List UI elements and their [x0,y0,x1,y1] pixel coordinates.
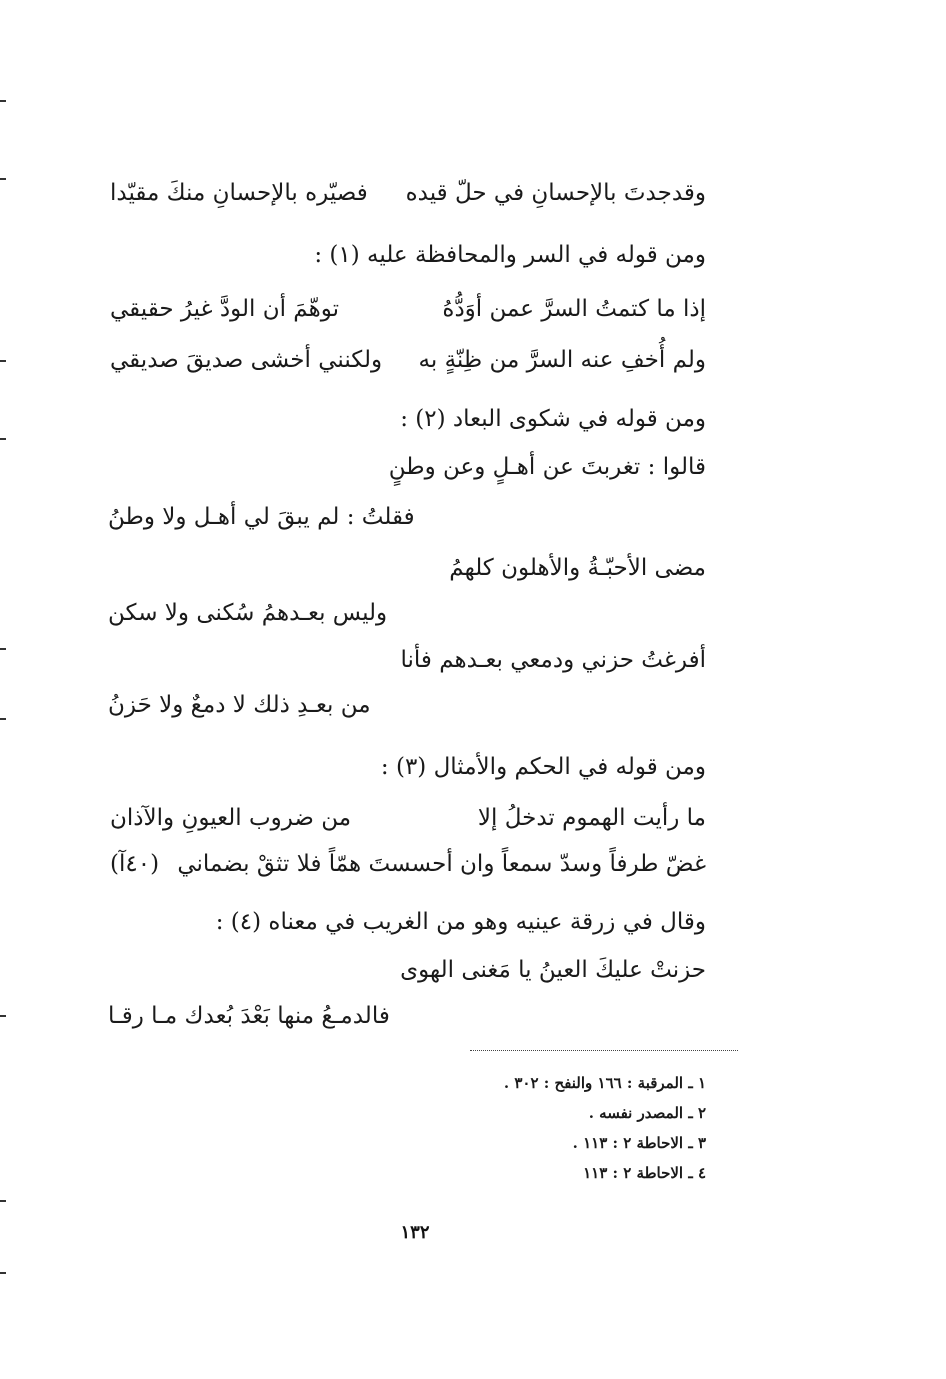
section-intro: وقال في زرقة عينيه وهو من الغريب في معناه (٤) : [215,909,706,935]
verse-line [110,345,706,375]
section-intro: ومن قوله في السر والمحافظة عليه (١) : [314,242,706,268]
verse-hemistich-first: ولم أُخفِ عنه السرَّ من ظِنّةٍ به [418,347,706,373]
folio-marker: (٤٠آ) [110,851,160,877]
verse-line: فالدمـعُ منها بَعْدَ بُعدك مـا رقـا [108,1003,390,1029]
footnote: ٣ ـ الاحاطة ٢ : ١١٣ . [572,1134,706,1152]
verse-hemistich-second: من ضروب العيونِ والآذان [110,805,352,831]
verse-hemistich-second: توهّمَ أن الودَّ غيرُ حقيقي [110,296,340,322]
verse-hemistich-first: إذا ما كتمتُ السرَّ عمن أوَدُّهُ [442,296,706,322]
verse-line: من بعـدِ ذلك لا دمعٌ ولا حَزنُ [108,692,371,718]
section-intro: ومن قوله في شكوى البعاد (٢) : [400,406,706,432]
scan-mark [0,1272,6,1274]
footnote: ٤ ـ الاحاطة ٢ : ١١٣ [583,1164,706,1182]
verse-line [110,849,706,879]
scan-mark [0,1200,6,1202]
verse-text: غضّ طرفاً وسدّ سمعاً وان أحسستَ همّاً فلا تثقْ بضماني [177,851,706,877]
footnote: ٢ ـ المصدر نفسه . [588,1104,706,1122]
verse-line: قالوا : تغربتَ عن أهـلٍ وعن وطنٍ [388,454,706,480]
verse-line [110,294,706,324]
verse-line [110,803,706,833]
verse-hemistich-second: فصيّره بالإحسانِ منكَ مقيّدا [110,180,368,206]
scan-mark [0,178,6,180]
verse-hemistich-first: وقدجدتَ بالإحسانِ في حلّ قيده [405,180,706,206]
scan-mark [0,438,6,440]
scan-mark [0,1015,6,1017]
verse-line: فقلتُ : لم يبقَ لي أهـل ولا وطنُ [108,504,415,530]
verse-line: وليس بعـدهمُ سُكنى ولا سكن [108,600,388,626]
scan-mark [0,718,6,720]
verse-hemistich-first: ما رأيت الهموم تدخلُ إلا [477,805,706,831]
footnote: ١ ـ المرقبة : ١٦٦ والنفح : ٣٠٢ . [503,1074,706,1092]
verse-line [110,178,706,208]
section-intro: ومن قوله في الحكم والأمثال (٣) : [380,754,706,780]
verse-hemistich-second: ولكنني أخشى صديقَ صديقي [110,347,383,373]
page-number: ١٣٢ [400,1222,430,1243]
scan-mark [0,360,6,362]
verse-line: حزنتْ عليكَ العينُ يا مَغنى الهوى [400,957,706,983]
scan-mark [0,100,6,102]
verse-line: مضى الأحبّـةُ والأهلون كلهمُ [449,555,706,581]
verse-line: أفرغتُ حزني ودمعي بعـدهم فأنا [400,647,706,673]
scan-mark [0,648,6,650]
footnote-divider [470,1050,738,1051]
